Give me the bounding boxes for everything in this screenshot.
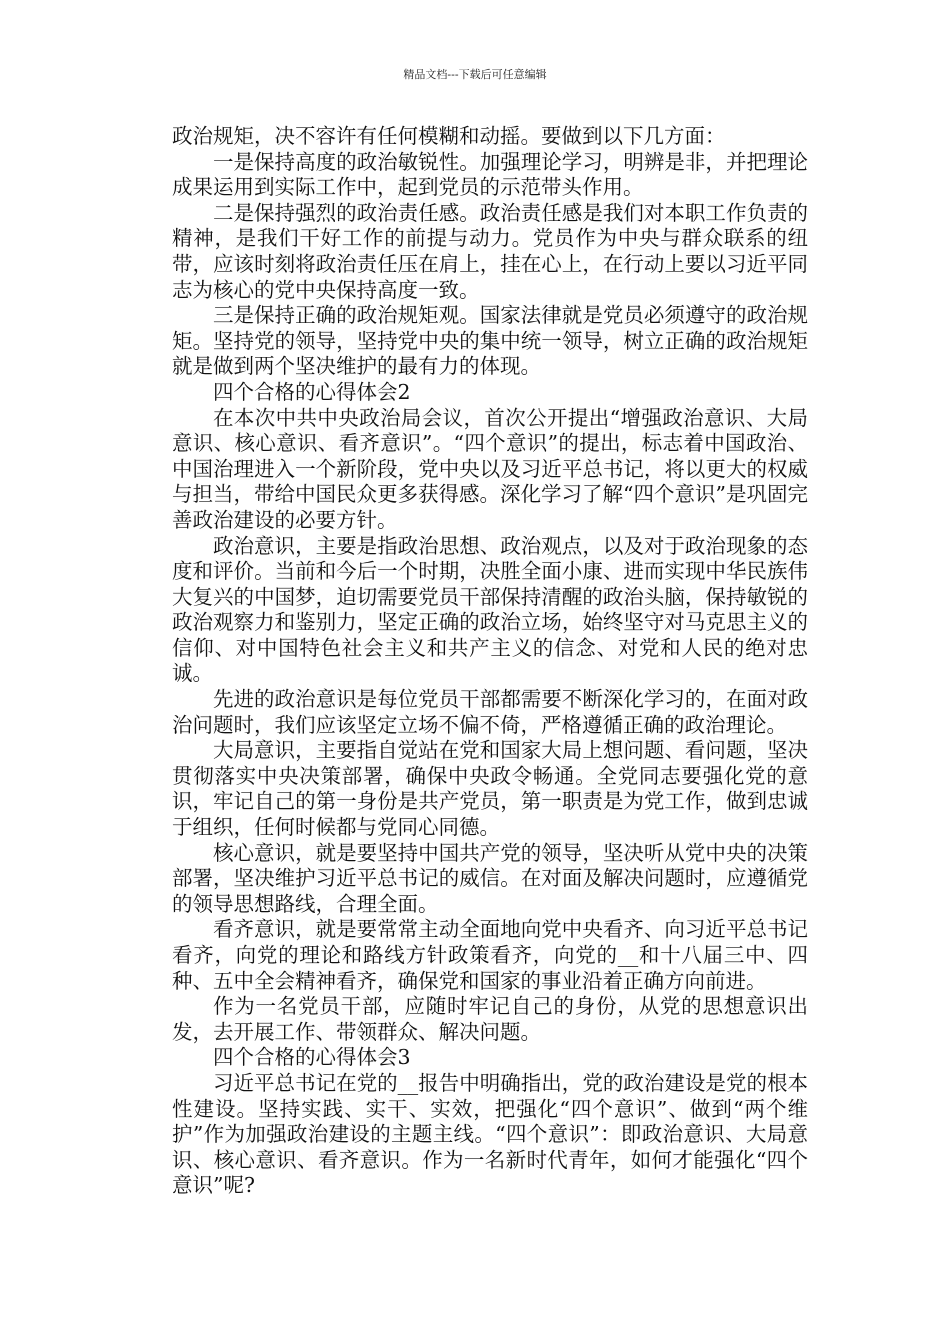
paragraph: 三是保持正确的政治规矩观。国家法律就是党员必须遵守的政治规矩。坚持党的领导，坚持党中央的集中统一领导，树立正确的政治规矩就是做到两个坚决维护的最有力的体现。 xyxy=(172,303,808,379)
paragraph: 作为一名党员干部，应随时牢记自己的身份，从党的思想意识出发，去开展工作、带领群众、解决问题。 xyxy=(172,994,808,1044)
document-body xyxy=(172,124,808,1199)
paragraph: 看齐意识，就是要常常主动全面地向党中央看齐、向习近平总书记看齐，向党的理论和路线方针政策看齐，向党的__和十八届三中、四种、五中全会精神看齐，确保党和国家的事业沿着正确方向前进。 xyxy=(172,917,808,993)
section-heading: 四个合格的心得体会2 xyxy=(213,379,411,404)
paragraph: 二是保持强烈的政治责任感。政治责任感是我们对本职工作负责的精神，是我们干好工作的前提与动力。党员作为中央与群众联系的纽带，应该时刻将政治责任压在肩上，挂在心上，在行动上要以习近平同志为核心的党中央保持高度一致。 xyxy=(172,200,808,302)
paragraph: 习近平总书记在党的__报告中明确指出，党的政治建设是党的根本性建设。坚持实践、实干、实效，把强化“四个意识”、做到“两个维护”作为加强政治建设的主题主线。“四个意识”：即政治意识、大局意识、核心意识、看齐意识。作为一名新时代青年，如何才能强化“四个意识”呢? xyxy=(172,1070,808,1198)
paragraph: 先进的政治意识是每位党员干部都需要不断深化学习的，在面对政治问题时，我们应该坚定立场不偏不倚，严格遵循正确的政治理论。 xyxy=(172,687,808,737)
paragraph: 大局意识，主要指自觉站在党和国家大局上想问题、看问题，坚决贯彻落实中央决策部署，确保中央政令畅通。全党同志要强化党的意识，牢记自己的第一身份是共产党员，第一职责是为党工作，做到忠诚于组织，任何时候都与党同心同德。 xyxy=(172,738,808,840)
paragraph: 在本次中共中央政治局会议，首次公开提出“增强政治意识、大局意识、核心意识、看齐意识”。“四个意识”的提出，标志着中国政治、中国治理进入一个新阶段，党中央以及习近平总书记，将以更大的权威与担当，带给中国民众更多获得感。深化学习了解“四个意识”是巩固完善政治建设的必要方针。 xyxy=(172,405,808,532)
section-heading: 四个合格的心得体会3 xyxy=(213,1045,411,1070)
paragraph: 一是保持高度的政治敏锐性。加强理论学习，明辨是非，并把理论成果运用到实际工作中，起到党员的示范带头作用。 xyxy=(172,149,808,200)
paragraph: 政治意识，主要是指政治思想、政治观点，以及对于政治现象的态度和评价。当前和今后一个时期，决胜全面小康、进而实现中华民族伟大复兴的中国梦，迫切需要党员干部保持清醒的政治头脑，保持敏锐的政治观察力和鉴别力，坚定正确的政治立场，始终坚守对马克思主义的信仰、对中国特色社会主义和共产主义的信念、对党和人民的绝对忠诚。 xyxy=(172,533,808,686)
paragraph: 政治规矩，决不容许有任何模糊和动摇。要做到以下几方面： xyxy=(172,124,726,148)
page-header: 精品文档---下载后可任意编辑 xyxy=(403,68,547,81)
paragraph: 核心意识，就是要坚持中国共产党的领导，坚决听从党中央的决策部署，坚决维护习近平总书记的威信。在对面及解决问题时，应遵循党的领导思想路线，合理全面。 xyxy=(172,840,808,916)
